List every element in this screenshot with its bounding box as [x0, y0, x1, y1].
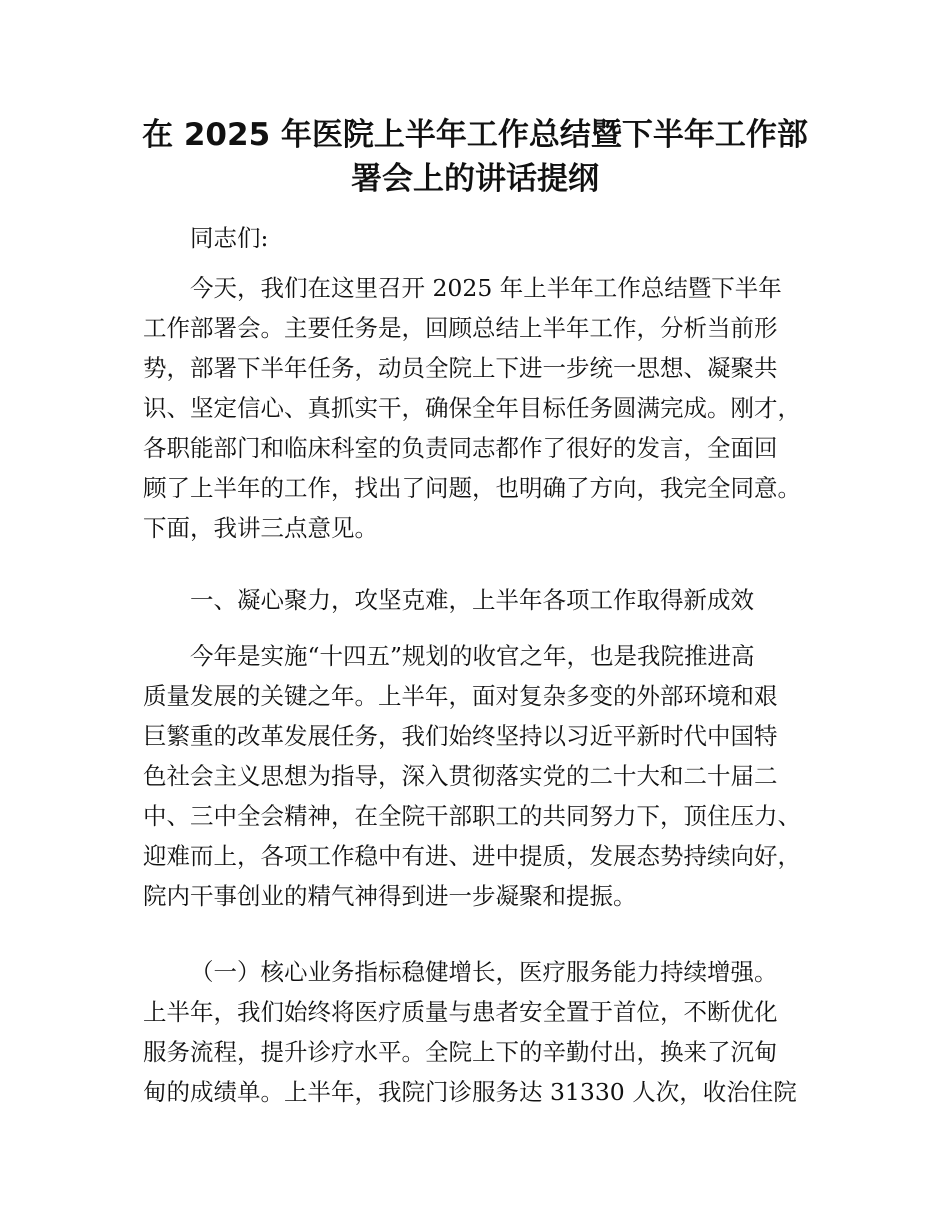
paragraph-line: 顾了上半年的工作，找出了问题，也明确了方向，我完全同意。: [143, 474, 801, 502]
paragraph-line: 势，部署下半年任务，动员全院上下进一步统一思想、凝聚共: [143, 354, 778, 382]
paragraph-line: 上半年，我们始终将医疗质量与患者安全置于首位，不断优化: [143, 998, 778, 1026]
section-heading-text: 一、凝心聚力，攻坚克难，上半年各项工作取得新成效: [190, 586, 754, 614]
paragraph-line: 工作部署会。主要任务是，回顾总结上半年工作，分析当前形: [143, 314, 778, 342]
paragraph-line: （一）核心业务指标稳健增长，医疗服务能力持续增强。: [190, 958, 778, 986]
paragraph-line: 中、三中全会精神，在全院干部职工的共同努力下，顶住压力、: [143, 802, 801, 830]
paragraph-line: 识、坚定信心、真抓实干，确保全年目标任务圆满完成。刚才，: [143, 394, 801, 422]
section-heading-1: [143, 580, 807, 620]
document-title-line-2: 署会上的讲话提纲: [351, 161, 599, 197]
paragraph-line: 服务流程，提升诊疗水平。全院上下的辛勤付出，换来了沉甸: [143, 1038, 778, 1066]
paragraph-core-business: [143, 952, 807, 1112]
greeting: [143, 218, 807, 258]
paragraph-achievements: [143, 636, 807, 916]
paragraph-line: 今天，我们在这里召开 2025 年上半年工作总结暨下半年: [190, 274, 782, 302]
paragraph-line: 迎难而上，各项工作稳中有进、进中提质，发展态势持续向好，: [143, 842, 801, 870]
paragraph-intro: [143, 268, 807, 548]
paragraph-line: 下面，我讲三点意见。: [143, 514, 378, 542]
paragraph-line: 巨繁重的改革发展任务，我们始终坚持以习近平新时代中国特: [143, 722, 778, 750]
paragraph-line: 院内干事创业的精气神得到进一步凝聚和提振。: [143, 882, 637, 910]
paragraph-line: 色社会主义思想为指导，深入贯彻落实党的二十大和二十届二: [143, 762, 778, 790]
paragraph-line: 质量发展的关键之年。上半年，面对复杂多变的外部环境和艰: [143, 682, 778, 710]
paragraph-line: 甸的成绩单。上半年，我院门诊服务达 31330 人次，收治住院: [143, 1078, 797, 1106]
document-title-line-1: 在 2025 年医院上半年工作总结暨下半年工作部: [142, 117, 808, 153]
paragraph-line: 今年是实施“十四五”规划的收官之年，也是我院推进高: [190, 642, 755, 670]
greeting-text: 同志们:: [190, 224, 269, 252]
paragraph-line: 各职能部门和临床科室的负责同志都作了很好的发言，全面回: [143, 434, 778, 462]
